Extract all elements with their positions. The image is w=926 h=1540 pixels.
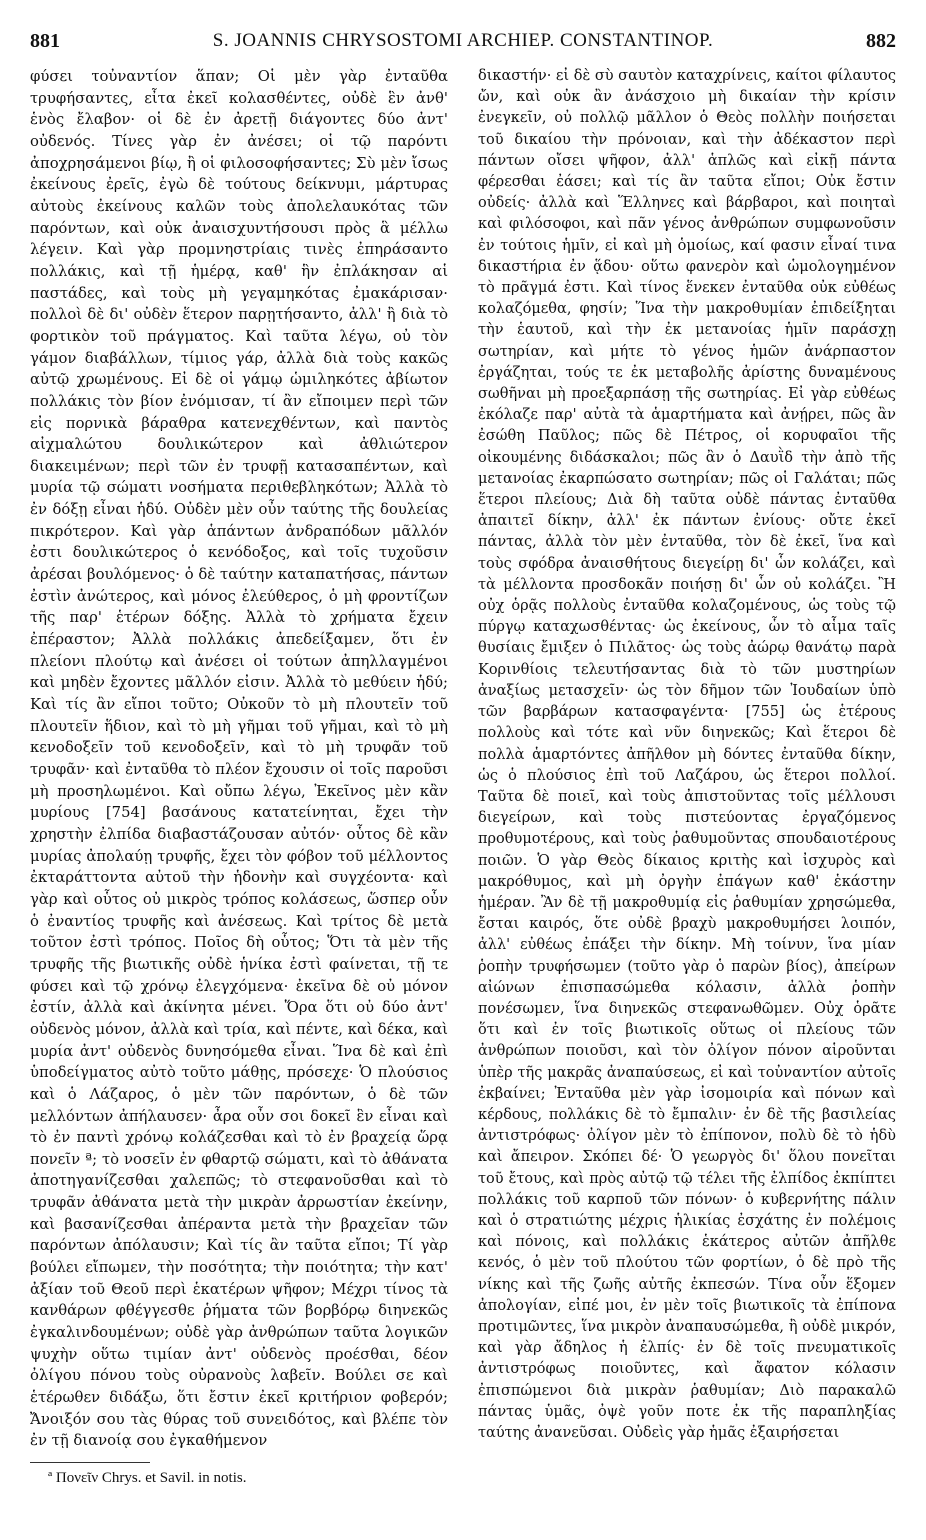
page-number-left: 881 <box>30 30 60 52</box>
footnote: ª Πονεῖν Chrys. et Savil. in notis. <box>48 1470 247 1486</box>
text-column-right <box>478 66 896 1444</box>
footnote-rule <box>30 1462 150 1463</box>
column-text: φύσει τοὐναντίον ἅπαν; Οἱ μὲν γὰρ ἐνταῦθα τρυφήσαντες, εἶτα ἐκεῖ κολασθέντες, οὐδὲ ἓν ἀνθ' ἑνὸς ἔλαβον· οἱ δὲ ἐν ἀρετῇ διάγοντες δύο ἀντ' οὐδενός. Τίνες γὰρ ἐν ἀνέσει; οἱ τῷ παρόντι ἀποχρησάμενοι βίῳ, ἢ οἱ φιλοσοφήσαντες; Σὺ μὲν ἴσως ἐκείνους ἐρεῖς, ἐγὼ δὲ τούτους δείκνυμι, μάρτυρας αὐτοὺς ἐκείνους καλῶν τοὺς ἀπολελαυκότας τῶν παρόντων, καὶ οὐκ ἀναισχυντήσουσι πρὸς ἃ μέλλω λέγειν. Καὶ γὰρ προμνηστρίαις τινὲς ἐπηράσαντο πολλάκις, καὶ τῇ ἡμέρᾳ, καθ' ἣν ἐπλάκησαν αἱ παστάδες, καὶ τοὺς μὴ γεγαμηκότας ἐμακάρισαν· πολλοὶ δὲ δι' οὐδὲν ἕτερον παρῃτήσαντο, ἀλλ' ἢ διὰ τὸ φορτικὸν τοῦ πράγματος. Καὶ ταῦτα λέγω, οὐ τὸν γάμον διαβάλλων, τίμιος γάρ, ἀλλὰ διὰ τοὺς κακῶς αὐτῷ χρωμένους. Εἰ δὲ οἱ γάμῳ ὡμιληκότες ἀβίωτον πολλάκις τὸν βίον ἐνόμισαν, τί ἂν εἴποιμεν περὶ τῶν εἰς πορνικὰ βάραθρα κατενεχθέντων, καὶ παντὸς αἰχμαλώτου δουλικώτερον καὶ ἀθλιώτερον διακειμένων; περὶ τῶν ἐν τρυφῇ κατασαπέντων, καὶ μυρία τῷ σώματι νοσήματα περιθεβληκότων; Ἀλλὰ τὸ ἐν δόξῃ εἶναι ἡδύ. Οὐδὲν μὲν οὖν ταύτης τῆς δουλείας πικρότερον. Καὶ γὰρ ἁπάντων ἀνδραπόδων μᾶλλόν ἐστι δουλικώτερος ὁ κενόδοξος, καὶ τοῖς τυχοῦσιν ἀρέσαι βουλόμενος· ὁ δὲ ταύτην καταπατήσας, πάντων ἐστὶν ἀνώτερος, καὶ μόνος ἐλεύθερος, ὁ μὴ φροντίζων τῆς παρ' ἑτέρων δόξης. Ἀλλὰ τὸ χρήματα ἔχειν ἐπέραστον; Ἀλλὰ πολλάκις ἀπεδείξαμεν, ὅτι ἐν πλείονι πλούτῳ καὶ ἀνέσει οἱ τούτων ἀπηλλαγμένοι καὶ μηδὲν ἔχοντες μᾶλλόν εἰσιν. Ἀλλὰ τὸ μεθύειν ἡδύ; Καὶ τίς ἂν εἴποι τοῦτο; Οὐκοῦν τὸ μὴ πλουτεῖν τοῦ πλουτεῖν ἥδιον, καὶ τὸ μὴ γῆμαι τοῦ γῆμαι, καὶ τὸ μὴ κενοδοξεῖν τοῦ κενοδοξεῖν, καὶ τὸ μὴ τρυφᾶν τοῦ τρυφᾶν· καὶ ἐνταῦθα τὸ πλέον ἔχουσιν οἱ τοῖς παροῦσι μὴ προσηλωμένοι. Καὶ οὔπω λέγω, Ἐκεῖνος μὲν κἂν μυρίους [754] βασάνους κατατείνηται, ἔχει τὴν χρηστὴν ἐλπίδα διαβαστάζουσαν αὐτόν· οὗτος δὲ κἂν μυρίας ἀπολαύῃ τρυφῆς, ἔχει τὸν φόβον τοῦ μέλλοντος ἐκταράττοντα αὐτοῦ τὴν ἡδονὴν καὶ συγχέοντα· καὶ γὰρ καὶ οὗτος οὐ μικρὸς τρόπος κολάσεως, ὥσπερ οὖν ὁ ἐναντίος τρυφῆς καὶ ἀνέσεως. Καὶ τρίτος δὲ μετὰ τοῦτον ἐστὶ τρόπος. Ποῖος δὴ οὗτος; Ὅτι τὰ μὲν τῆς τρυφῆς τῆς βιωτικῆς οὐδὲ ἡνίκα ἐστὶ φαίνεται, τῇ τε φύσει καὶ τῷ χρόνῳ ἐλεγχόμενα· ἐκεῖνα δὲ οὐ μόνον ἐστίν, ἀλλὰ καὶ ἀκίνητα μένει. Ὅρα ὅτι οὐ δύο ἀντ' οὐδενὸς μόνον, ἀλλὰ καὶ τρία, καὶ πέντε, καὶ δέκα, καὶ μυρία ἀντ' οὐδενὸς δυνησόμεθα εἶναι. Ἵνα δὲ καὶ ἐπὶ ὑποδείγματος αὐτὸ τοῦτο μάθῃς, πρόσεχε· Ὁ πλούσιος καὶ ὁ Λάζαρος, ὁ μὲν τῶν παρόντων, ὁ δὲ τῶν μελλόντων ἀπήλαυσεν· ἆρα οὖν σοι δοκεῖ ἓν εἶναι καὶ τὸ ἐν παντὶ χρόνῳ κολάζεσθαι καὶ τὸ ἐν βραχείᾳ ὥρᾳ πονεῖν ª; τὸ νοσεῖν ἐν φθαρτῷ σώματι, καὶ τὸ ἀθάνατα ἀποτηγανίζεσθαι χαλεπῶς; τὸ στεφανοῦσθαι καὶ τὸ τρυφᾶν ἀθάνατα μετὰ τὴν μικρὰν ἀρρωστίαν ἐκείνην, καὶ βασανίζεσθαι ἀπέραντα μετὰ τὴν βραχεῖαν τῶν παρόντων ἀπόλαυσιν; Καὶ τίς ἂν ταῦτα εἴποι; Τί γὰρ βούλει εἴπωμεν, τὴν ποσότητα; τὴν ποιότητα; τὴν κατ' ἀξίαν τοῦ Θεοῦ περὶ ἑκατέρων ψῆφον; Μέχρι τίνος τὰ κανθάρων φθέγγεσθε ῥήματα τῶν βορβόρῳ διηνεκῶς ἐγκαλινδουμένων; οὐδὲ γὰρ ἀνθρώπων ταῦτα λογικῶν ψυχὴν οὕτω τιμίαν ἀντ' οὐδενὸς προέσθαι, δέον ὀλίγου πόνου τοὺς οὐρανοὺς λαβεῖν. Βούλει σε καὶ ἑτέρωθεν διδάξω, ὅτι ἔστιν ἐκεῖ κριτήριον φοβερόν; Ἄνοιξόν σου τὰς θύρας τοῦ συνειδότος, καὶ βλέπε τὸν ἐν τῇ διανοίᾳ σου ἐγκαθήμενον <box>30 68 448 1450</box>
text-column-left <box>30 66 448 1452</box>
page-number-right: 882 <box>866 30 896 52</box>
running-title: S. JOANNIS CHRYSOSTOMI ARCHIEP. CONSTANTINOP. <box>212 30 714 51</box>
column-text: δικαστήν· εἰ δὲ σὺ σαυτὸν καταχρίνεις, καίτοι φίλαυτος ὤν, καὶ οὐκ ἂν ἀνάσχοιο μὴ δικαίαν τὴν κρίσιν ἐνεγκεῖν, οὐ πολλῷ μᾶλλον ὁ Θεὸς πολλὴν ποιήσεται τοῦ δικαίου τὴν πρόνοιαν, καὶ τὴν ἀδέκαστον περὶ πάντων οἴσει ψῆφον, ἀλλ' ἁπλῶς καὶ εἰκῇ πάντα φέρεσθαι ἐάσει; καὶ τίς ἂν ταῦτα εἴποι; Οὐκ ἔστιν οὐδείς· ἀλλὰ καὶ Ἕλληνες καὶ βάρβαροι, καὶ ποιηταὶ καὶ φιλόσοφοι, καὶ πᾶν γένος ἀνθρώπων συμφωνοῦσιν ἐν τούτοις ἡμῖν, εἰ καὶ μὴ ὁμοίως, καί φασιν εἶναί τινα δικαστήρια ἐν ᾅδου· οὕτω φανερὸν καὶ ὡμολογημένον τὸ πρᾶγμά ἐστι. Καὶ τίνος ἕνεκεν ἐνταῦθα οὐκ εὐθέως κολαζόμεθα, φησίν; Ἵνα τὴν μακροθυμίαν ἐπιδείξηται τὴν ἑαυτοῦ, καὶ τὴν ἐκ μετανοίας ἡμῖν παράσχῃ σωτηρίαν, καὶ μήτε τὸ γένος ἡμῶν ἀνάρπαστον ἐργάζηται, τούς τε ἐκ μεταβολῆς ἀρίστης δυναμένους σωθῆναι μὴ προεξαρπάσῃ τῆς σωτηρίας. Εἰ γὰρ εὐθέως ἐκόλαζε παρ' αὐτὰ τὰ ἁμαρτήματα καὶ ἀνῄρει, πῶς ἂν ἐσώθη Παῦλος; πῶς δὲ Πέτρος, οἱ κορυφαῖοι τῆς οἰκουμένης διδάσκαλοι; πῶς ἂν ὁ Δαυῒδ τὴν ἀπὸ τῆς μετανοίας ἐκαρπώσατο σωτηρίαν; πῶς οἱ Γαλάται; πῶς ἕτεροι πλείους; Διὰ δὴ ταῦτα οὐδὲ πάντας ἐνταῦθα ἀπαιτεῖ δίκην, ἀλλ' ἐκ πάντων ἐνίους· οὔτε ἐκεῖ πάντας, ἀλλὰ τὸν μὲν ἐνταῦθα, τὸν δὲ ἐκεῖ, ἵνα καὶ τοὺς σφόδρα ἀναισθήτους διεγείρῃ δι' ὧν κολάζει, καὶ τὰ μέλλοντα προσδοκᾶν ποιήσῃ δι' ὧν οὐ κολάζει. Ἢ οὐχ ὁρᾷς πολλοὺς ἐνταῦθα κολαζομένους, ὡς τοὺς τῷ πύργῳ καταχωσθέντας· ὡς ἐκείνους, ὧν τὸ αἷμα ταῖς θυσίαις ἔμιξεν ὁ Πιλᾶτος· ὡς τοὺς ἀώρῳ θανάτῳ παρὰ Κορινθίοις τελευτήσαντας διὰ τὸ τῶν μυστηρίων ἀναξίως μετασχεῖν· ὡς τὸν δῆμον τῶν Ἰουδαίων ὑπὸ τῶν βαρβάρων κατασφαγέντα· [755] ὡς ἑτέρους πολλοὺς καὶ τότε καὶ νῦν διηνεκῶς; Καὶ ἕτεροι δὲ πολλὰ ἁμαρτόντες ἀπῆλθον μὴ δόντες ἐνταῦθα δίκην, ὡς ὁ πλούσιος ἐπὶ τοῦ Λαζάρου, ὡς ἕτεροι πολλοί. Ταῦτα δὲ ποιεῖ, καὶ τοὺς ἀπιστοῦντας τοῖς μέλλουσι διεγείρων, καὶ τοὺς πιστεύοντας ἐργαζόμενος προθυμοτέρους, καὶ τοὺς ῥαθυμοῦντας σπουδαιοτέρους ποιῶν. Ὁ γὰρ Θεὸς δίκαιος κριτὴς καὶ ἰσχυρὸς καὶ μακρόθυμος, καὶ μὴ ὀργὴν ἐπάγων καθ' ἑκάστην ἡμέραν. Ἂν δὲ τῇ μακροθυμίᾳ εἰς ῥαθυμίαν χρησώμεθα, ἔσται καιρός, ὅτε οὐδὲ βραχὺ μακροθυμήσει λοιπόν, ἀλλ' εὐθέως ἐπάξει τὴν δίκην. Μὴ τοίνυν, ἵνα μίαν ῥοπὴν τρυφήσωμεν (τοῦτο γὰρ ὁ παρὼν βίος), ἀπείρων αἰώνων ἐπισπασώμεθα κόλασιν, ἀλλὰ ῥοπὴν πονέσωμεν, ἵνα διηνεκῶς στεφανωθῶμεν. Οὐχ ὁρᾶτε ὅτι καὶ ἐν τοῖς βιωτικοῖς οὕτως οἱ πλείους τῶν ἀνθρώπων ποιοῦσι, καὶ τὸν ὀλίγον πόνον αἱροῦνται ὑπὲρ τῆς μακρᾶς ἀναπαύσεως, εἰ καὶ τοὐναντίον αὐτοῖς ἐκβαίνει; Ἐνταῦθα μὲν γὰρ ἰσομοιρία καὶ πόνων καὶ κέρδους, πολλάκις δὲ τὸ ἔμπαλιν· ἐν δὲ τῆς βασιλείας ἀντιστρόφως· ὀλίγον μὲν τὸ ἐπίπονον, πολὺ δὲ τὸ ἡδὺ καὶ ἄπειρον. Σκόπει δέ· Ὁ γεωργὸς δι' ὅλου πονεῖται τοῦ ἔτους, καὶ πρὸς αὐτῷ τῷ τέλει τῆς ἐλπίδος ἐκπίπτει πολλάκις τοῦ καρποῦ τῶν πόνων· ὁ κυβερνήτης πάλιν καὶ ὁ στρατιώτης μέχρις ἡλικίας ἐσχάτης ἐν πολέμοις καὶ πόνοις, καὶ πολλάκις ἑκάτερος αὐτῶν ἀπῆλθε κενός, ὁ μὲν τοῦ πλούτου τῶν φορτίων, ὁ δὲ πρὸ τῆς νίκης καὶ τῆς ζωῆς αὐτῆς ἐκπεσών. Τίνα οὖν ἕξομεν ἀπολογίαν, εἰπέ μοι, ἐν μὲν τοῖς βιωτικοῖς τὰ ἐπίπονα προτιμῶντες, ἵνα μικρὸν ἀναπαυσώμεθα, ἢ οὐδὲ μικρόν, καὶ γὰρ ἄδηλος ἡ ἐλπίς· ἐν δὲ τοῖς πνευματικοῖς ἀντιστρόφως ποιοῦντες, καὶ ἄφατον κόλασιν ἐπισπώμενοι διὰ μικρὰν ῥαθυμίαν; Διὸ παρακαλῶ πάντας ὑμᾶς, ὀψὲ γοῦν ποτε ἐκ τῆς παραπληξίας ταύτης ἀνανεῦσαι. Οὐδεὶς γὰρ ἡμᾶς ἐξαιρήσεται <box>478 68 896 1441</box>
running-header <box>30 30 896 60</box>
